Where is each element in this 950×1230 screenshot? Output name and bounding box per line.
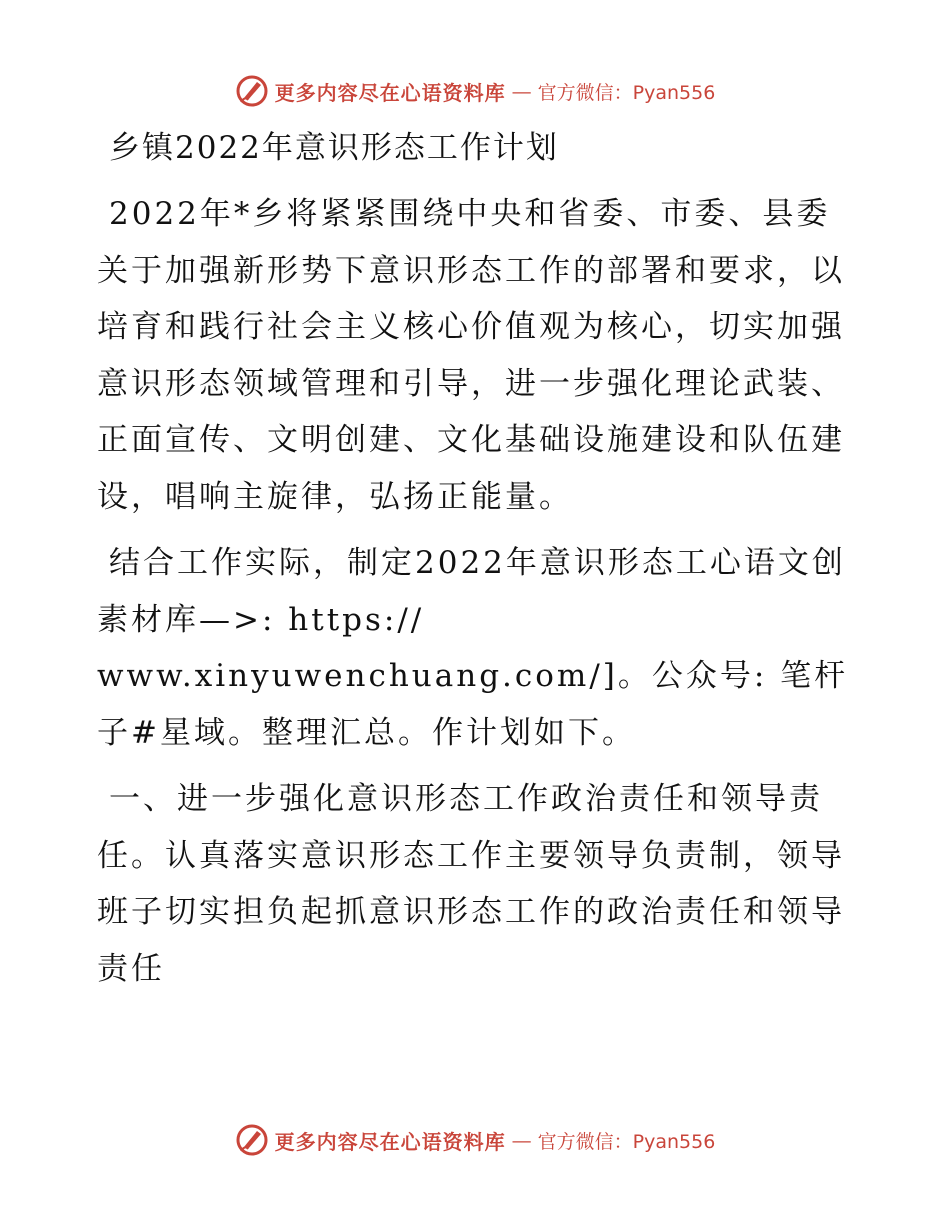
paragraph-intro (97, 186, 857, 525)
document-body (97, 120, 857, 1007)
paragraph-section-one-text: 一、进一步强化意识形态工作政治责任和领导责任。认真落实意识形态工作主要领导负责制，领导班子切实担负起抓意识形态工作的政治责任和领导责任 (97, 781, 845, 987)
footer-banner (0, 1120, 950, 1160)
banner-brand-text: 更多内容尽在心语资料库 (274, 80, 506, 105)
paragraph-plan-line2: www.xinyuwenchuang.com/]。公众号: 笔杆子#星域。整理汇总。作计划如下。 (97, 658, 849, 751)
banner-contact-text: 官方微信：Pyan556 (537, 81, 716, 104)
banner-separator: — (511, 1128, 532, 1152)
banner-separator: — (511, 79, 532, 103)
paragraph-plan-line1: 结合工作实际，制定2022年意识形态工心语文创素材库—>: https:// (97, 545, 846, 638)
document-title: 乡镇2022年意识形态工作计划 (109, 130, 559, 166)
paragraph-section-one (97, 771, 857, 997)
banner-brand-text: 更多内容尽在心语资料库 (274, 1129, 506, 1154)
paragraph-intro-text: 2022年*乡将紧紧围绕中央和省委、市委、县委关于加强新形势下意识形态工作的部署和要求，以培育和践行社会主义核心价值观为核心，切实加强意识形态领域管理和引导，进一步强化理论武装、正面宣传、文明创建、文化基础设施建设和队伍建设，唱响主旋律，弘扬正能量。 (97, 196, 845, 515)
paragraph-plan (97, 535, 857, 761)
header-banner (0, 71, 950, 111)
brush-circle-logo-icon (235, 74, 269, 108)
brush-circle-logo-icon (235, 1123, 269, 1157)
banner-contact-text: 官方微信：Pyan556 (537, 1130, 716, 1153)
